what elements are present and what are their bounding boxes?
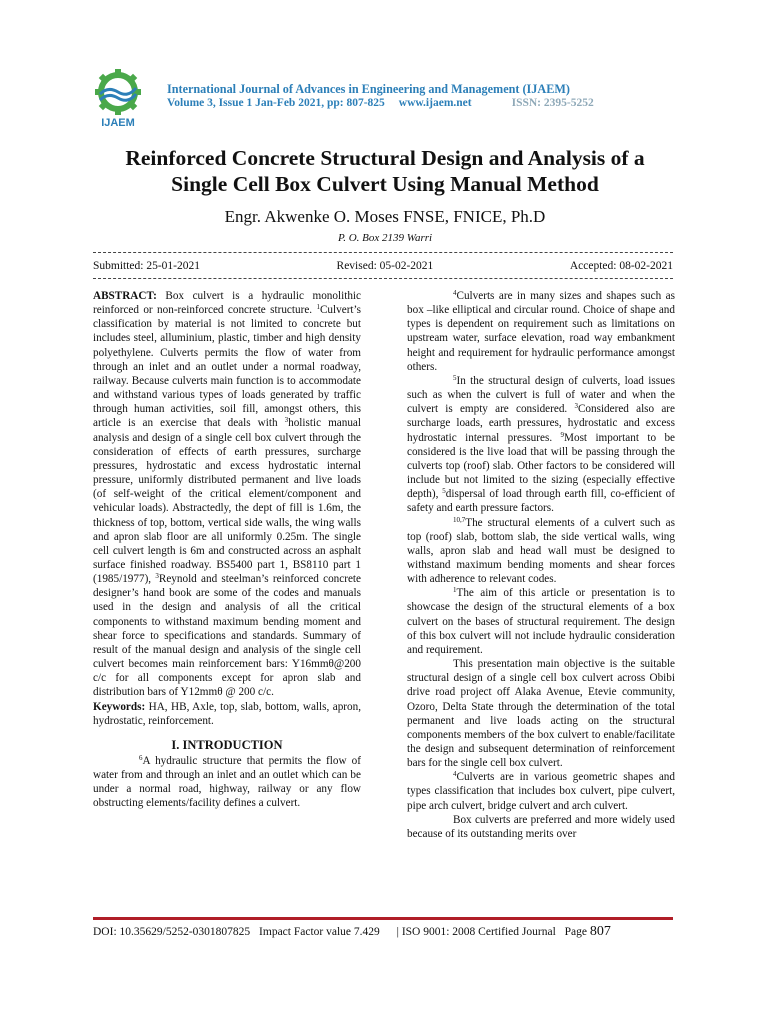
citation-ref: 4 [453, 770, 457, 779]
journal-volume-line [167, 97, 594, 109]
issn: ISSN: 2395-5252 [511, 97, 594, 109]
divider-bottom [93, 278, 673, 279]
citation-ref: 10,7 [453, 515, 466, 524]
citation-ref: 3 [155, 572, 159, 581]
paragraph-aim [407, 586, 675, 657]
title-line-2: Single Cell Box Culvert Using Manual Method [171, 172, 599, 196]
right-column [407, 289, 675, 841]
paragraph-text: The aim of this article or presentation is to showcase the design of the structural elements of a box culvert on the bases of structural requirement. The design of this box culvert will not include hydraulic consideration and requirement. [407, 587, 675, 656]
paragraph-text: Considered also are surcharge loads, earth pressures, hydrostatic and excess hydrostatic internal pressures. [407, 403, 675, 444]
citation-ref: 6 [139, 754, 143, 762]
paragraph-loads [407, 374, 675, 516]
accepted-date: Accepted: 08-02-2021 [569, 260, 673, 272]
section-heading-introduction: I. INTRODUCTION [171, 737, 283, 752]
paragraph-elements [407, 516, 675, 587]
citation-ref: 9 [560, 430, 565, 439]
page-footer [93, 924, 673, 940]
abstract [93, 289, 361, 700]
abstract-text-2: Culvert’s classification by material is not limited to concrete but includes steel, alluminium, plastic, timber and high density polyethylene. Culverts permits the flow of water from through an inlet and an outlet under a normal roadway, railway. Because culverts main function is to accommodate and withstand various types of loads generated by traffic through human activities, soil fill, amongst others, this article is an exercise that deals with [93, 304, 361, 430]
keywords-text: HA, HB, Axle, top, slab, bottom, walls, apron, hydrostatic, reinforcement. [93, 700, 361, 727]
journal-logo [88, 68, 158, 128]
abstract-text-3: holistic manual analysis and design of a single cell box culvert through the consideration of effects of earth pressures, surcharge pressures, hydrostatic and excess hydrostatic internal pressure, uniformly distributed permanent and live loads (of self-weight of the critical element/component and vehicular loads). Abstractedly, the dept of fill is 1.6m, the thickness of top, bottom, vertical side walls, the wing walls and apron slab floor are all uniformly 0.25m. The single cell culvert length is 6m and constructed across an asphalt surface finished roadway. BS5400 part 1, BS8110 part 1 (1985/1977), [93, 417, 362, 586]
citation-ref: 3 [574, 402, 578, 411]
author: Engr. Akwenke O. Moses FNSE, FNICE, Ph.D [224, 207, 546, 226]
paper-title [70, 145, 700, 197]
paragraph-geometric [407, 770, 675, 812]
journal-name: International Journal of Advances in Engineering and Management (IJAEM) [167, 82, 570, 96]
title-line-1: Reinforced Concrete Structural Design and Analysis of a [125, 146, 645, 170]
intro-paragraph [93, 754, 361, 811]
author-address: P. O. Box 2139 Warri [337, 232, 433, 244]
citation-ref: 4 [453, 289, 457, 297]
paragraph-text: Culverts are in various geometric shapes and types classification that includes box culvert, pipe culvert, pipe arch culvert, bridge culvert and arch culvert. [407, 771, 675, 812]
abstract-text-4: Reynold and steelman’s reinforced concrete designer’s hand book are some of the codes and manuals used in the design and analysis of all the critical components to withstand maximum bending moment and shear force to specifications and standards. Summary of result of the manual design and analysis of the single cell culvert becomes main reinforcement bars: Y16mmθ@200 c/c for all components except for apron slab and distribution bars of Y12mmθ @ 200 c/c. [93, 573, 361, 699]
submitted-date: Submitted: 25-01-2021 [93, 260, 201, 272]
journal-website-link[interactable]: www.ijaem.net [398, 97, 472, 109]
paragraph-text: In the structural design of culverts, load issues such as when the culvert is full of water and when the culvert is empty are considered. [407, 374, 675, 416]
paragraph-text: Most important to be considered is the live load that will be passing through the culverts top (roof) slab. Other factors to be considered will include but not limited to the sizing (especially effective depth), [407, 431, 676, 501]
citation-ref: 5 [453, 373, 457, 382]
keywords [93, 700, 361, 728]
doi[interactable]: DOI: 10.35629/5252-0301807825 [93, 926, 251, 938]
abstract-label: ABSTRACT: [93, 290, 157, 302]
page-number: 807 [589, 924, 611, 939]
footer-rule [93, 917, 673, 920]
volume-info: Volume 3, Issue 1 Jan-Feb 2021, pp: 807-825 [167, 97, 385, 109]
paragraph-text: Culverts are in many sizes and shapes such as box –like elliptical and circular round. Choice of shape and types is dependent on requirement such as limitations on upstream water, surface elevation, road way embankment height and requirement for hydraulic performance amongst others. [407, 290, 675, 373]
citation-ref: 3 [284, 416, 289, 425]
revised-date: Revised: 05-02-2021 [336, 260, 434, 272]
citation-ref: 1 [453, 586, 457, 595]
paragraph-objective: This presentation main objective is the suitable structural design of a single cell box culvert across Obibi drive road project off Alaka Avenue, Etevie community, Ozoro, Delta State through the determination of the total permanent and live loads acting on the structural components members of the box culvert to enable/facilitate the design and subsequent determination of reinforcement bars for the single cell box culvert. [407, 658, 675, 770]
logo-text: IJAEM [101, 117, 135, 128]
date-row [93, 260, 673, 272]
left-column [93, 289, 361, 811]
divider-top [93, 252, 673, 253]
paragraph-text: The structural elements of a culvert such as top (roof) slab, bottom slab, the side vertical walls, wing walls, apron slab and head wall must be designed to withstand maximum bending moments and shear forces with adherence to relevant codes. [407, 516, 675, 586]
paragraph-preferred: Box culverts are preferred and more widely used because of its outstanding merits over [407, 813, 675, 840]
paragraph-shapes [407, 289, 675, 374]
abstract-text-1: Box culvert is a hydraulic monolithic reinforced or non-reinforced concrete structure. [93, 290, 361, 317]
citation-ref: 1 [316, 303, 320, 312]
keywords-label: Keywords: [93, 700, 146, 713]
page-label: Page [564, 926, 588, 938]
iso-certification: | ISO 9001: 2008 Certified Journal [396, 926, 556, 938]
impact-factor: Impact Factor value 7.429 [259, 926, 380, 938]
intro-text: A hydraulic structure that permits the flow of water from and through an inlet and an outlet which can be under a normal road, highway, railway or any flow obstructing elements/facility defines a culvert. [93, 755, 361, 810]
paragraph-text: dispersal of load through earth fill, co-efficient of safety and earth pressure factors. [407, 488, 675, 515]
citation-ref: 5 [442, 487, 446, 496]
